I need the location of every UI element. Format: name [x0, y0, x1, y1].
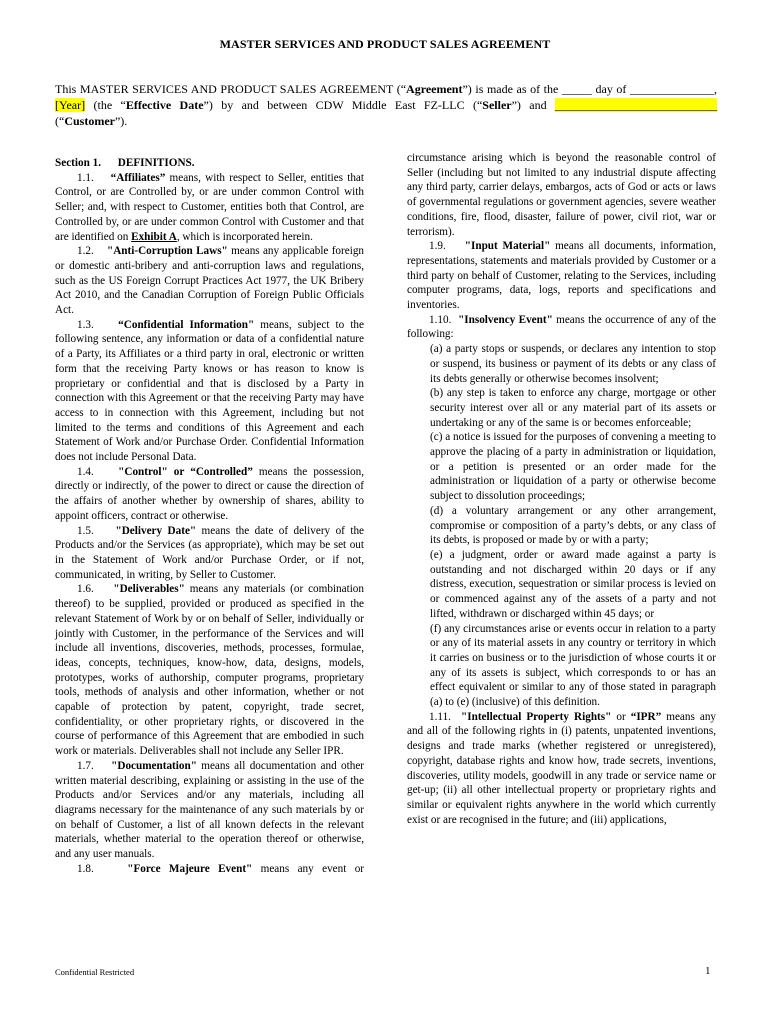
customer-blank: ___________________________ — [555, 98, 718, 112]
definition-text: means all documents, information, representations, statements and materials provided by Customer or a third party on behalf of Customer, relating to the Services, including computer programs, data, logs, reports and specifications and inventories. — [407, 240, 716, 312]
definition-1-3 — [55, 318, 364, 465]
insolvency-item-c: (c) a notice is issued for the purposes of convening a meeting to approve the placing of a party in administration or liquidation, or a petition is presented or an order made for the administration or liquidation of a party or otherwise become subject to dissolution proceedings; — [430, 431, 716, 503]
exhibit-reference: Exhibit A — [131, 230, 177, 243]
page-number: 1 — [705, 965, 711, 977]
definition-term: “Affiliates” — [110, 171, 166, 184]
definition-term: "Deliverables" — [113, 583, 185, 596]
definition-number: 1.5. — [77, 524, 116, 537]
definition-1-9 — [407, 239, 716, 313]
definition-1-8-continued: circumstance arising which is beyond the reasonable control of Seller (including but not limited to any industrial dispute affecting any third party, carrier delays, embargos, acts of God or acts or laws of governmental regulations or government agencies, severe weather conditions, fire, flood, disaster, failure of power, civil riot, war or terrorism). — [407, 152, 716, 238]
definition-text: means all documentation and other written material describing, explaining or assisting in the use of the Products and/or Services and/or any materials, including all diagrams necessary for the maintenance of any such materials by or on behalf of Customer, a list of all known defects in the relevant materials, whether material to the operation thereof or otherwise, and any user manuals. — [55, 759, 365, 861]
definition-number: 1.7. — [77, 759, 112, 772]
definition-number: 1.8. — [77, 862, 128, 875]
definition-1-5 — [55, 524, 364, 583]
definition-text: means the date of delivery of the Products and/or the Services (as appropriate), which may be set out in the Statement of Work and/or Purchase Order, or if not, communicated, in writing, by Seller to Customer. — [55, 524, 365, 581]
definition-text: means, with respect to Seller, entities that Control, or are Controlled by, or are under common Control with Seller; and, with respect to Customer, entities both that Control, are Controlled by, or are under common Control with Customer and that are identified on — [55, 171, 364, 243]
intro-paragraph — [55, 81, 717, 129]
definition-term: "Documentation" — [111, 759, 197, 772]
definition-number: 1.4. — [77, 465, 119, 478]
intro-text: (“ — [55, 114, 65, 128]
definition-text: means any materials (or combination thereof) to be supplied, provided or produced as specified in the relevant Statement of Work by or on behalf of Seller, individually or jointly with Customer, in the performance of the Services and will include all inventions, discoveries, methods, processes, formulae, ideas, concepts, techniques, know-how, data, designs, models, prototypes, works of authorship, computer programs, proprietary tools, methods of analysis and other information, whether or not capable of protection by patent, copyright, trade secret, confidentiality, or other proprietary rights, or discovered in the course of performance of this Agreement that are embodied in such work or materials. Deliverables shall not include any Seller IPR. — [55, 583, 364, 758]
section-heading: Section 1. DEFINITIONS. — [55, 157, 195, 169]
definition-term: “IPR” — [630, 710, 662, 723]
definition-term: “Confidential Information" — [118, 318, 255, 331]
definition-text: means, subject to the following sentence, any information or data of a confidential nature of a Party, its Affiliates or a third party in oral, electronic or written form that the receiving Party knows or has reason to know is proprietary or confidential and that is disclosed by a Party in connection with this Agreement or that the receiving Party may have access to in connection with this Agreement, including but not limited to the terms and conditions of this Agreement and each Statement of Work and/or Purchase Order. Confidential Information does not include Personal Data. — [55, 318, 364, 464]
insolvency-item-a: (a) a party stops or suspends, or declares any intention to stop or suspend, its business or payment of its debts or any class of its debts generally or otherwise becomes insolvent; — [430, 343, 716, 385]
intro-text: ”) is made as of the _____ day of ______________, — [462, 82, 717, 96]
definition-number: 1.3. — [77, 318, 119, 331]
definition-number: 1.11. — [429, 710, 462, 723]
definition-1-10 — [407, 313, 716, 342]
definition-1-8 — [55, 862, 364, 877]
definition-term: "Input Material" — [464, 240, 551, 253]
definition-1-2 — [55, 244, 364, 318]
definition-number: 1.6. — [77, 583, 114, 596]
intro-text: ”) by and between CDW Middle East FZ-LLC (“ — [203, 98, 483, 112]
customer-term: Customer — [64, 114, 115, 128]
right-column — [407, 151, 716, 827]
definition-1-4 — [55, 465, 364, 524]
left-column — [55, 156, 364, 876]
definition-text: or — [611, 710, 631, 723]
insolvency-item-f: (f) any circumstances arise or events occur in relation to a party or any of its material assets in any country or territory in which it carries on business or to the jurisdiction of whose courts it or any of its assets is subject, which corresponds to or has an effect equivalent or similar to any of those stated in paragraph (a) to (e) (inclusive) of this definition. — [430, 622, 716, 709]
definition-term: "Force Majeure Event" — [127, 862, 253, 875]
definition-text: , which is incorporated herein. — [176, 230, 313, 243]
definition-number: 1.9. — [429, 240, 465, 253]
definition-number: 1.10. — [429, 313, 459, 326]
insolvency-item-d: (d) a voluntary arrangement or any other arrangement, compromise or composition of a party’s debts, or any class of its debts, is proposed or made by or with a party; — [430, 504, 716, 547]
year-placeholder: [Year] — [55, 98, 86, 112]
seller-term: Seller — [482, 98, 512, 112]
definition-text: means any applicable foreign or domestic anti-bribery and anti-corruption laws and regulations, such as the US Foreign Corrupt Practices Act 1977, the UK Bribery Act 2010, and the Canadian Corruption of Foreign Public Officials Act. — [55, 245, 365, 317]
definition-1-11 — [407, 710, 716, 828]
document-title: MASTER SERVICES AND PRODUCT SALES AGREEMENT — [219, 37, 551, 51]
definition-number: 1.2. — [77, 245, 107, 258]
definition-term: "Anti-Corruption Laws" — [107, 245, 228, 258]
definition-term: "Insolvency Event" — [458, 313, 553, 326]
insolvency-item-b: (b) any step is taken to enforce any charge, mortgage or other security interest over all or any material part of its assets or undertaking or any of the same is or becomes enforceable; — [430, 387, 716, 429]
definition-term: "Control" or “Controlled” — [118, 465, 253, 478]
definition-text: means any and all of the following rights in (i) patents, unpatented inventions, designs and trade marks (whether registered or unregistered), copyright, database rights and know how, trade secrets, inventions, discoveries, utility models, goodwill in any trade or service name or get-up; (ii) all other intellectual property or proprietary rights and similar or equivalent rights anywhere in the world which currently exist or are recognised in the future; and (iii) applications, — [407, 710, 717, 826]
effective-date-term: Effective Date — [125, 98, 204, 112]
footer-classification: Confidential Restricted — [55, 967, 135, 977]
definition-term: "Intellectual Property Rights" — [461, 710, 612, 723]
intro-text: ”). — [114, 114, 128, 128]
definition-text: means any event or — [252, 862, 365, 875]
definition-number: 1.1. — [77, 171, 111, 184]
definition-1-6 — [55, 582, 364, 758]
intro-text: (the “ — [85, 98, 126, 112]
definition-1-1 — [55, 171, 364, 245]
definition-text: means the occurrence of any of the following: — [407, 313, 716, 341]
intro-text: ”) and — [511, 98, 556, 112]
intro-text: This MASTER SERVICES AND PRODUCT SALES AGREEMENT (“ — [55, 82, 407, 96]
agreement-term: Agreement — [406, 82, 463, 96]
definition-term: "Delivery Date" — [115, 524, 197, 537]
insolvency-item-e: (e) a judgment, order or award made against a party is outstanding and not discharged within 20 days or if any distress, execution, sequestration or similar process is levied on or commenced against any of the assets of a party and not lifted, withdrawn or discharged within 45 days; or — [430, 548, 716, 620]
definition-1-7 — [55, 759, 364, 862]
definition-text: means the possession, directly or indirectly, of the power to direct or cause the direction of the affairs of another whether by ownership of shares, ability to appoint officers, contract or otherwise. — [55, 465, 364, 522]
